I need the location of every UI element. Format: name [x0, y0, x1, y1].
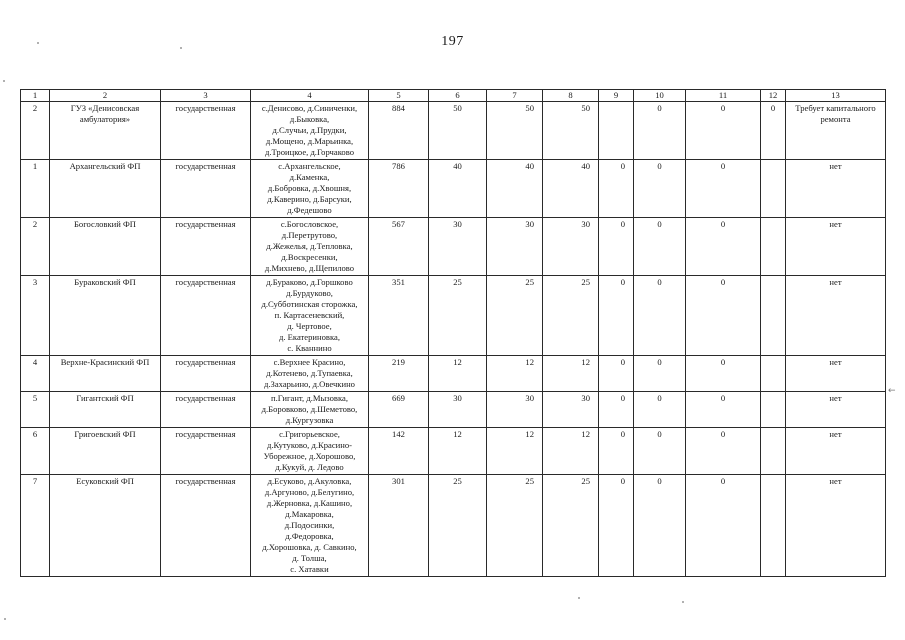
- villages-cell: [251, 218, 369, 276]
- scan-speck: [3, 80, 5, 82]
- table-row: [21, 356, 886, 392]
- villages-cell: [251, 356, 369, 392]
- scan-speck: [180, 47, 182, 49]
- ownership-cell: государственная: [161, 218, 251, 276]
- villages-cell: [251, 276, 369, 356]
- page-number: 197: [441, 34, 464, 49]
- facility-name-cell: Архангельский ФП: [50, 160, 161, 218]
- row-number-cell: 7: [21, 475, 50, 577]
- scan-speck: [37, 42, 39, 44]
- villages-cell: [251, 428, 369, 475]
- row-number-cell: 4: [21, 356, 50, 392]
- col7-cell: 25: [487, 276, 543, 356]
- col12-cell: [761, 392, 786, 428]
- table-header: [21, 90, 886, 102]
- row-number-cell: 6: [21, 428, 50, 475]
- population-cell: 301: [369, 475, 429, 577]
- village-line: с.Богословское,: [280, 219, 339, 229]
- row-number-cell: 1: [21, 160, 50, 218]
- col6-cell: 25: [429, 276, 487, 356]
- table-row: [21, 276, 886, 356]
- facility-name-cell: Гигантский ФП: [50, 392, 161, 428]
- facility-name-cell: Григоевский ФП: [50, 428, 161, 475]
- col11-cell: 0: [686, 276, 761, 356]
- col6-cell: 30: [429, 392, 487, 428]
- col8-cell: 25: [543, 276, 599, 356]
- table-row: [21, 218, 886, 276]
- village-line: д.Кургузовка: [285, 415, 334, 425]
- village-line: с. Хатавки: [290, 564, 329, 574]
- ownership-cell: государственная: [161, 428, 251, 475]
- village-line: д.Котенево, д.Тупаевка,: [266, 368, 353, 378]
- village-line: д.Аргуново, д.Белугино,: [264, 487, 355, 497]
- table-row: [21, 160, 886, 218]
- village-line: п.Гигант, д.Мызовка,: [271, 393, 348, 403]
- col10-cell: 0: [634, 102, 686, 160]
- col8-cell: 25: [543, 475, 599, 577]
- remarks-cell: нет: [786, 475, 886, 577]
- village-line: д.Михнево, д.Щепилово: [264, 263, 355, 273]
- village-line: д.Бурдуково,: [286, 288, 333, 298]
- col12-cell: [761, 160, 786, 218]
- village-line: д. Чертовое,: [287, 321, 332, 331]
- village-line: д.Субботинская сторожка,: [261, 299, 358, 309]
- village-line: д.Мощено, д.Марьинка,: [265, 136, 354, 146]
- remarks-cell: нет: [786, 392, 886, 428]
- facility-name-cell: Богословкий ФП: [50, 218, 161, 276]
- population-cell: 351: [369, 276, 429, 356]
- col12-cell: [761, 218, 786, 276]
- header-col-8: 8: [543, 90, 599, 102]
- scan-speck: [4, 618, 6, 620]
- col11-cell: 0: [686, 356, 761, 392]
- village-line: с.Григорьевское,: [279, 429, 340, 439]
- col10-cell: 0: [634, 428, 686, 475]
- col9-cell: 0: [599, 276, 634, 356]
- col6-cell: 12: [429, 356, 487, 392]
- col8-cell: 12: [543, 356, 599, 392]
- remarks-cell: Требует капитального ремонта: [786, 102, 886, 160]
- facility-name-cell: Есуковский ФП: [50, 475, 161, 577]
- facility-name-cell: ГУЗ «Денисовская амбулатория»: [50, 102, 161, 160]
- village-line: с.Верхнее Красино,: [273, 357, 346, 367]
- col9-cell: 0: [599, 356, 634, 392]
- col9-cell: 0: [599, 218, 634, 276]
- row-number-cell: 2: [21, 102, 50, 160]
- table-body: [21, 102, 886, 577]
- village-line: д.Бобровка, д.Хвошня,: [267, 183, 352, 193]
- col7-cell: 12: [487, 428, 543, 475]
- col6-cell: 40: [429, 160, 487, 218]
- population-cell: 786: [369, 160, 429, 218]
- village-line: с.Денисово, д.Синиченки,: [261, 103, 358, 113]
- village-line: Уборежное, д.Хорошово,: [263, 451, 356, 461]
- row-number-cell: 5: [21, 392, 50, 428]
- header-col-10: 10: [634, 90, 686, 102]
- col8-cell: 30: [543, 218, 599, 276]
- col10-cell: 0: [634, 356, 686, 392]
- village-line: д.Бураково, д.Горшково: [266, 277, 353, 287]
- col12-cell: [761, 356, 786, 392]
- village-line: с. Кваннино: [287, 343, 332, 353]
- col11-cell: 0: [686, 428, 761, 475]
- col12-cell: 0: [761, 102, 786, 160]
- row-number-cell: 2: [21, 218, 50, 276]
- col6-cell: 30: [429, 218, 487, 276]
- col10-cell: 0: [634, 392, 686, 428]
- table-row: [21, 475, 886, 577]
- ownership-cell: государственная: [161, 475, 251, 577]
- col11-cell: 0: [686, 475, 761, 577]
- village-line: д.Боровково, д.Шеметово,: [261, 404, 358, 414]
- table-row: [21, 392, 886, 428]
- col12-cell: [761, 475, 786, 577]
- population-cell: 567: [369, 218, 429, 276]
- table-row: [21, 102, 886, 160]
- col10-cell: 0: [634, 160, 686, 218]
- col6-cell: 25: [429, 475, 487, 577]
- row-number-cell: 3: [21, 276, 50, 356]
- remarks-cell: нет: [786, 356, 886, 392]
- col6-cell: 50: [429, 102, 487, 160]
- header-col-12: 12: [761, 90, 786, 102]
- population-cell: 884: [369, 102, 429, 160]
- population-cell: 219: [369, 356, 429, 392]
- village-line: д.Кутуково, д.Красино-: [266, 440, 352, 450]
- village-line: д.Хорошовка, д. Савкино,: [262, 542, 357, 552]
- village-line: д.Жежелья, д.Тепловка,: [266, 241, 353, 251]
- col12-cell: [761, 428, 786, 475]
- villages-cell: [251, 160, 369, 218]
- village-line: п. Картасеневский,: [274, 310, 345, 320]
- table-row: [21, 428, 886, 475]
- col7-cell: 40: [487, 160, 543, 218]
- header-col-3: 3: [161, 90, 251, 102]
- village-line: д.Захарьино, д.Овечкино: [264, 379, 355, 389]
- scan-speck: [682, 601, 684, 603]
- col8-cell: 50: [543, 102, 599, 160]
- village-line: д.Макаровка,: [285, 509, 334, 519]
- col8-cell: 40: [543, 160, 599, 218]
- col6-cell: 12: [429, 428, 487, 475]
- village-line: д. Толша,: [292, 553, 327, 563]
- header-col-2: 2: [50, 90, 161, 102]
- col9-cell: 0: [599, 392, 634, 428]
- village-line: д.Каменка,: [289, 172, 330, 182]
- col9-cell: 0: [599, 160, 634, 218]
- col9-cell: 0: [599, 475, 634, 577]
- facility-name-cell: Бураковский ФП: [50, 276, 161, 356]
- villages-cell: [251, 392, 369, 428]
- village-line: д.Федоровка,: [285, 531, 334, 541]
- village-line: с.Архангельское,: [278, 161, 341, 171]
- header-col-1: 1: [21, 90, 50, 102]
- col12-cell: [761, 276, 786, 356]
- ownership-cell: государственная: [161, 160, 251, 218]
- col11-cell: 0: [686, 160, 761, 218]
- village-line: д.Троицкое, д.Горчаково: [264, 147, 355, 157]
- col7-cell: 30: [487, 392, 543, 428]
- col11-cell: 0: [686, 218, 761, 276]
- village-line: д.Подосинки,: [284, 520, 335, 530]
- ownership-cell: государственная: [161, 392, 251, 428]
- scan-speck: [578, 597, 580, 599]
- col8-cell: 12: [543, 428, 599, 475]
- header-col-4: 4: [251, 90, 369, 102]
- header-row: [21, 90, 886, 102]
- village-line: д.Перетрутово,: [281, 230, 338, 240]
- village-line: д.Есуково, д.Акуловка,: [267, 476, 352, 486]
- remarks-cell: нет: [786, 218, 886, 276]
- col7-cell: 25: [487, 475, 543, 577]
- ownership-cell: государственная: [161, 102, 251, 160]
- villages-cell: [251, 102, 369, 160]
- village-line: д.Каверино, д.Барсуки,: [267, 194, 352, 204]
- col11-cell: 0: [686, 102, 761, 160]
- village-line: д.Быковка,: [289, 114, 330, 124]
- ownership-cell: государственная: [161, 276, 251, 356]
- header-col-7: 7: [487, 90, 543, 102]
- village-line: д.Кукуй, д. Ледово: [275, 462, 344, 472]
- remarks-cell: нет: [786, 428, 886, 475]
- col9-cell: 0: [599, 428, 634, 475]
- col7-cell: 30: [487, 218, 543, 276]
- facility-name-cell: Верхне-Красинский ФП: [50, 356, 161, 392]
- village-line: д.Воскресенки,: [281, 252, 338, 262]
- villages-cell: [251, 475, 369, 577]
- village-line: д.Случьи, д.Прудки,: [272, 125, 347, 135]
- margin-arrow-mark: ←: [888, 386, 896, 396]
- col7-cell: 50: [487, 102, 543, 160]
- village-line: д. Екатериновка,: [279, 332, 340, 342]
- col10-cell: 0: [634, 475, 686, 577]
- header-col-11: 11: [686, 90, 761, 102]
- header-col-9: 9: [599, 90, 634, 102]
- header-col-13: 13: [786, 90, 886, 102]
- village-line: д.Жерновка, д.Кашино,: [266, 498, 353, 508]
- ownership-cell: государственная: [161, 356, 251, 392]
- col11-cell: 0: [686, 392, 761, 428]
- population-cell: 142: [369, 428, 429, 475]
- header-col-5: 5: [369, 90, 429, 102]
- col8-cell: 30: [543, 392, 599, 428]
- col9-cell: [599, 102, 634, 160]
- village-line: д.Федешово: [287, 205, 332, 215]
- col10-cell: 0: [634, 218, 686, 276]
- facilities-table: [20, 89, 886, 577]
- remarks-cell: нет: [786, 160, 886, 218]
- header-col-6: 6: [429, 90, 487, 102]
- remarks-cell: нет: [786, 276, 886, 356]
- population-cell: 669: [369, 392, 429, 428]
- col10-cell: 0: [634, 276, 686, 356]
- col7-cell: 12: [487, 356, 543, 392]
